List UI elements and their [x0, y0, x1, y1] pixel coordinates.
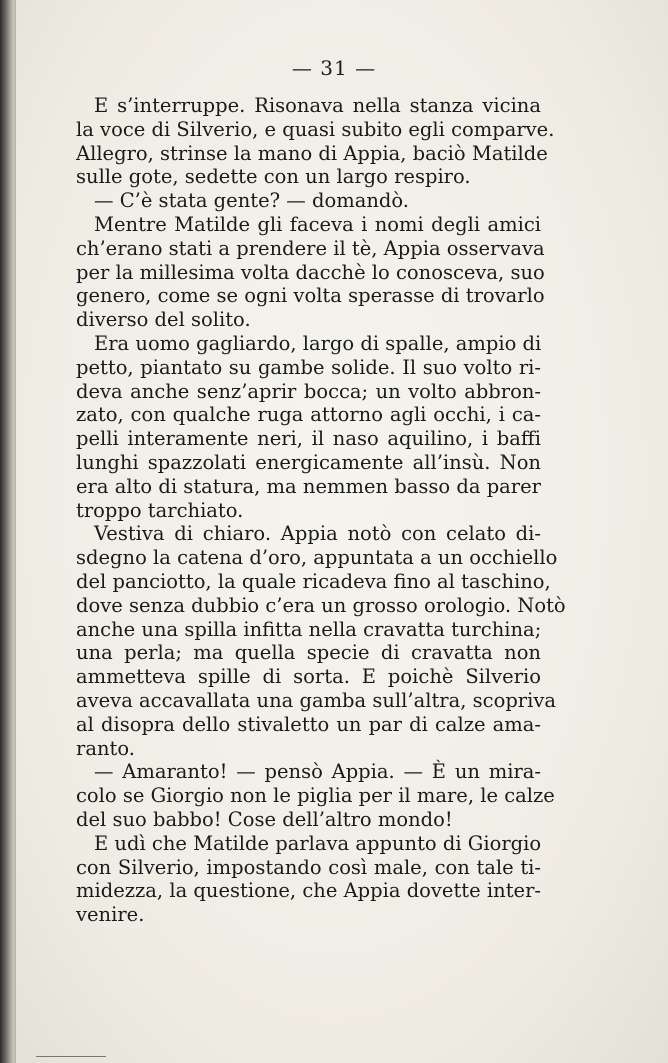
text-line: una perla; ma quella specie di cravatta non	[76, 641, 541, 665]
text-line: lunghi spazzolati energicamente all’insù. Non	[76, 450, 541, 474]
text-line: E s’interruppe. Risonava nella stanza vicina	[94, 94, 541, 117]
bottom-edge-mark	[36, 1056, 106, 1057]
text-line: era alto di statura, ma nemmen basso da parer	[76, 474, 541, 498]
text-line: sdegno la catena d’oro, appuntata a un occhiello	[76, 546, 558, 570]
text-line: aveva accavallata una gamba sull’altra, scopriva	[76, 688, 556, 712]
text-line: con Silverio, impostando così male, con tale ti-	[76, 855, 541, 879]
text-line: del panciotto, la quale ricadeva fino al taschino,	[76, 569, 551, 593]
text-line: Vestiva di chiaro. Appia notò con celato di-	[94, 522, 541, 546]
text-line: troppo tarchiato.	[76, 498, 244, 522]
text-line: zato, con qualche ruga attorno agli occhi, i ca-	[76, 403, 541, 427]
text-line: la voce di Silverio, e quasi subito egli comparve.	[76, 117, 555, 141]
text-line: genero, come se ogni volta sperasse di trovarlo	[76, 284, 545, 308]
text-line: per la millesima volta dacchè lo conosceva, suo	[76, 260, 545, 284]
text-line: dove senza dubbio c’era un grosso orologio. Notò	[76, 593, 566, 617]
text-line: sulle gote, sedette con un largo respiro.	[76, 165, 471, 189]
text-line: Allegro, strinse la mano di Appia, baciò Matilde	[76, 141, 548, 165]
page-number: — 31 —	[291, 56, 377, 80]
text-line: ch’erano stati a prendere il tè, Appia osservava	[76, 236, 545, 260]
book-spine-shadow	[0, 0, 14, 1063]
text-line: ammetteva spille di sorta. E poichè Silverio	[76, 665, 541, 689]
text-line: deva anche senz’aprir bocca; un volto abbron-	[76, 379, 541, 403]
body-text	[76, 94, 566, 927]
text-line: petto, piantato su gambe solide. Il suo volto ri-	[76, 355, 541, 379]
text-line: E udì che Matilde parlava appunto di Giorgio	[94, 831, 542, 855]
text-line: venire.	[76, 903, 145, 927]
text-line: diverso del solito.	[76, 308, 251, 332]
text-line: — C’è stata gente? — domandò.	[94, 189, 409, 213]
gutter-line	[14, 0, 16, 1063]
text-line: del suo babbo! Cose dell’altro mondo!	[76, 807, 453, 831]
text-line: Mentre Matilde gli faceva i nomi degli amici	[94, 212, 541, 236]
text-line: Era uomo gagliardo, largo di spalle, ampio di	[94, 331, 542, 355]
text-line: ranto.	[76, 736, 135, 760]
text-line: pelli interamente neri, il naso aquilino, i baffi	[76, 427, 541, 451]
text-line: anche una spilla infitta nella cravatta turchina;	[76, 617, 542, 641]
text-line: — Amaranto! — pensò Appia. — È un mira-	[94, 760, 541, 784]
text-line: al disopra dello stivaletto un par di calze ama-	[76, 712, 541, 736]
text-line: colo se Giorgio non le piglia per il mare, le calze	[76, 784, 555, 808]
text-line: midezza, la questione, che Appia dovette inter-	[76, 879, 541, 903]
